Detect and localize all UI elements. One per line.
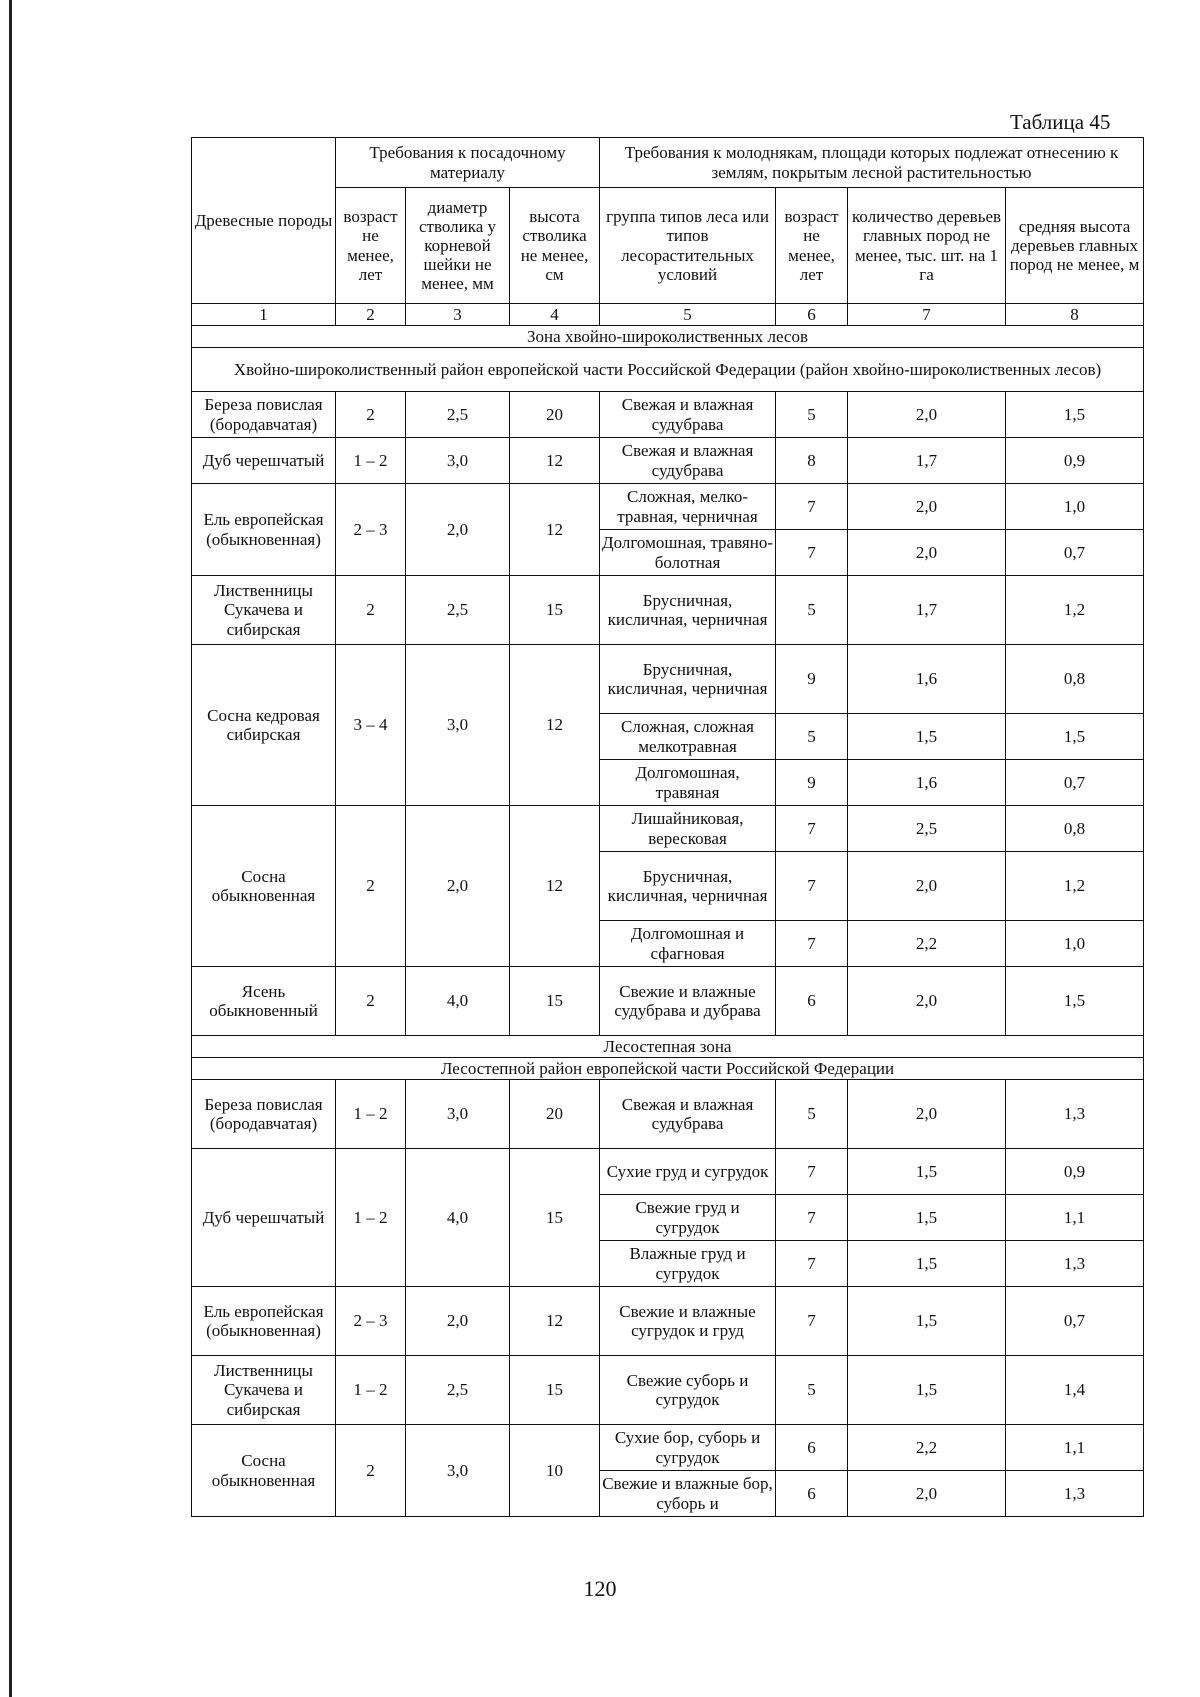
planting-age-cell: 1 – 2 (336, 438, 406, 484)
tree-count-cell: 2,2 (848, 1425, 1006, 1471)
forest-type-cell: Сложная, мелко-травная, черничная (600, 484, 776, 530)
forest-type-cell: Свежие и влажные бор, суборь и (600, 1471, 776, 1517)
height-cell: 12 (510, 1287, 600, 1356)
young-age-cell: 8 (776, 438, 848, 484)
height-cell: 20 (510, 392, 600, 438)
young-age-cell: 7 (776, 852, 848, 921)
table-row (192, 1425, 1144, 1471)
header-forest-type: группа типов леса или типов лесорастительных условий (600, 188, 776, 304)
requirements-table (191, 137, 1144, 1517)
young-age-cell: 7 (776, 806, 848, 852)
species-cell: Ель европейская (обыкновенная) (192, 484, 336, 576)
header-count: количество деревьев главных пород не менее, тыс. шт. на 1 га (848, 188, 1006, 304)
tree-count-cell: 1,5 (848, 714, 1006, 760)
young-age-cell: 5 (776, 714, 848, 760)
avg-height-cell: 1,5 (1006, 392, 1144, 438)
column-number: 3 (406, 304, 510, 326)
height-cell: 10 (510, 1425, 600, 1517)
height-cell: 12 (510, 484, 600, 576)
young-age-cell: 5 (776, 392, 848, 438)
tree-count-cell: 1,5 (848, 1287, 1006, 1356)
forest-type-cell: Влажные груд и сугрудок (600, 1241, 776, 1287)
forest-type-cell: Брусничная, кисличная, черничная (600, 852, 776, 921)
avg-height-cell: 0,8 (1006, 806, 1144, 852)
tree-count-cell: 2,0 (848, 392, 1006, 438)
avg-height-cell: 0,9 (1006, 438, 1144, 484)
table-row (192, 645, 1144, 714)
species-cell: Ель европейская (обыкновенная) (192, 1287, 336, 1356)
table-row (192, 1149, 1144, 1195)
species-cell: Лиственницы Сукачева и сибирская (192, 1356, 336, 1425)
tree-count-cell: 1,5 (848, 1356, 1006, 1425)
diameter-cell: 4,0 (406, 1149, 510, 1287)
tree-count-cell: 2,0 (848, 852, 1006, 921)
tree-count-cell: 1,5 (848, 1241, 1006, 1287)
tree-count-cell: 2,0 (848, 484, 1006, 530)
avg-height-cell: 1,3 (1006, 1080, 1144, 1149)
young-age-cell: 6 (776, 1425, 848, 1471)
header-age-young: возраст не менее, лет (776, 188, 848, 304)
young-age-cell: 9 (776, 645, 848, 714)
forest-type-cell: Свежая и влажная судубрава (600, 438, 776, 484)
diameter-cell: 2,5 (406, 392, 510, 438)
tree-count-cell: 2,0 (848, 530, 1006, 576)
planting-age-cell: 2 (336, 806, 406, 967)
table-row (192, 438, 1144, 484)
avg-height-cell: 1,5 (1006, 967, 1144, 1036)
avg-height-cell: 1,2 (1006, 576, 1144, 645)
height-cell: 12 (510, 806, 600, 967)
young-age-cell: 7 (776, 1195, 848, 1241)
species-cell: Береза повислая (бородавчатая) (192, 392, 336, 438)
tree-count-cell: 1,5 (848, 1149, 1006, 1195)
height-cell: 15 (510, 967, 600, 1036)
forest-type-cell: Долгомошная, травяно-болотная (600, 530, 776, 576)
table-row (192, 484, 1144, 530)
planting-age-cell: 2 (336, 392, 406, 438)
young-age-cell: 7 (776, 1287, 848, 1356)
column-number: 5 (600, 304, 776, 326)
avg-height-cell: 1,1 (1006, 1425, 1144, 1471)
table-caption: Таблица 45 (1010, 110, 1111, 134)
planting-age-cell: 1 – 2 (336, 1356, 406, 1425)
species-cell: Сосна обыкновенная (192, 806, 336, 967)
avg-height-cell: 0,9 (1006, 1149, 1144, 1195)
header-diameter: диаметр стволика у корневой шейки не менее, мм (406, 188, 510, 304)
diameter-cell: 2,5 (406, 576, 510, 645)
zone-title: Зона хвойно-широколиственных лесов (192, 326, 1144, 348)
column-number: 8 (1006, 304, 1144, 326)
table-row (192, 1356, 1144, 1425)
header-avg-height: средняя высота деревьев главных пород не менее, м (1006, 188, 1144, 304)
height-cell: 12 (510, 438, 600, 484)
column-numbers-row (192, 304, 1144, 326)
diameter-cell: 2,0 (406, 1287, 510, 1356)
table-row (192, 1287, 1144, 1356)
diameter-cell: 3,0 (406, 438, 510, 484)
tree-count-cell: 2,0 (848, 1471, 1006, 1517)
avg-height-cell: 0,7 (1006, 530, 1144, 576)
header-species: Древесные породы (192, 138, 336, 304)
forest-type-cell: Долгомошная и сфагновая (600, 921, 776, 967)
tree-count-cell: 2,0 (848, 967, 1006, 1036)
young-age-cell: 6 (776, 1471, 848, 1517)
forest-type-cell: Свежая и влажная судубрава (600, 392, 776, 438)
column-number: 6 (776, 304, 848, 326)
header-height: высота стволика не менее, см (510, 188, 600, 304)
height-cell: 15 (510, 1149, 600, 1287)
planting-age-cell: 2 (336, 1425, 406, 1517)
forest-type-cell: Брусничная, кисличная, черничная (600, 645, 776, 714)
species-cell: Лиственницы Сукачева и сибирская (192, 576, 336, 645)
table-row (192, 967, 1144, 1036)
tree-count-cell: 1,7 (848, 576, 1006, 645)
avg-height-cell: 1,0 (1006, 921, 1144, 967)
young-age-cell: 5 (776, 1356, 848, 1425)
header-young-group: Требования к молоднякам, площади которых подлежат отнесению к землям, покрытым лесной растительностью (600, 138, 1144, 188)
avg-height-cell: 0,8 (1006, 645, 1144, 714)
forest-type-cell: Сухие груд и сугрудок (600, 1149, 776, 1195)
page-number: 120 (583, 1576, 617, 1601)
planting-age-cell: 2 – 3 (336, 1287, 406, 1356)
avg-height-cell: 1,5 (1006, 714, 1144, 760)
tree-count-cell: 2,2 (848, 921, 1006, 967)
diameter-cell: 2,0 (406, 806, 510, 967)
planting-age-cell: 2 (336, 967, 406, 1036)
avg-height-cell: 0,7 (1006, 760, 1144, 806)
avg-height-cell: 1,3 (1006, 1471, 1144, 1517)
young-age-cell: 6 (776, 967, 848, 1036)
avg-height-cell: 1,3 (1006, 1241, 1144, 1287)
table-row (192, 806, 1144, 852)
column-number: 7 (848, 304, 1006, 326)
diameter-cell: 4,0 (406, 967, 510, 1036)
forest-type-cell: Брусничная, кисличная, черничная (600, 576, 776, 645)
planting-age-cell: 2 – 3 (336, 484, 406, 576)
column-number: 1 (192, 304, 336, 326)
header-age-planting: возраст не менее, лет (336, 188, 406, 304)
young-age-cell: 7 (776, 484, 848, 530)
avg-height-cell: 1,4 (1006, 1356, 1144, 1425)
diameter-cell: 2,0 (406, 484, 510, 576)
species-cell: Дуб черешчатый (192, 1149, 336, 1287)
forest-type-cell: Свежие и влажные судубрава и дубрава (600, 967, 776, 1036)
region-title: Хвойно-широколиственный район европейской части Российской Федерации (район хвойно-широколиственных лесов) (192, 348, 1144, 392)
table-row (192, 392, 1144, 438)
planting-age-cell: 2 (336, 576, 406, 645)
avg-height-cell: 1,0 (1006, 484, 1144, 530)
forest-type-cell: Свежие груд и сугрудок (600, 1195, 776, 1241)
planting-age-cell: 1 – 2 (336, 1080, 406, 1149)
column-number: 4 (510, 304, 600, 326)
diameter-cell: 3,0 (406, 1080, 510, 1149)
header-planting-group: Требования к посадочному материалу (336, 138, 600, 188)
height-cell: 12 (510, 645, 600, 806)
young-age-cell: 9 (776, 760, 848, 806)
forest-type-cell: Сухие бор, суборь и сугрудок (600, 1425, 776, 1471)
tree-count-cell: 1,6 (848, 645, 1006, 714)
forest-type-cell: Сложная, сложная мелкотравная (600, 714, 776, 760)
forest-type-cell: Свежая и влажная судубрава (600, 1080, 776, 1149)
tree-count-cell: 1,6 (848, 760, 1006, 806)
avg-height-cell: 1,1 (1006, 1195, 1144, 1241)
forest-type-cell: Долгомошная, травяная (600, 760, 776, 806)
tree-count-cell: 1,7 (848, 438, 1006, 484)
table-row (192, 1080, 1144, 1149)
young-age-cell: 7 (776, 530, 848, 576)
species-cell: Дуб черешчатый (192, 438, 336, 484)
avg-height-cell: 1,2 (1006, 852, 1144, 921)
column-number: 2 (336, 304, 406, 326)
diameter-cell: 2,5 (406, 1356, 510, 1425)
tree-count-cell: 1,5 (848, 1195, 1006, 1241)
forest-type-cell: Лишайниковая, вересковая (600, 806, 776, 852)
avg-height-cell: 0,7 (1006, 1287, 1144, 1356)
tree-count-cell: 2,5 (848, 806, 1006, 852)
height-cell: 20 (510, 1080, 600, 1149)
tree-count-cell: 2,0 (848, 1080, 1006, 1149)
forest-type-cell: Свежие и влажные сугрудок и груд (600, 1287, 776, 1356)
diameter-cell: 3,0 (406, 645, 510, 806)
species-cell: Сосна кедровая сибирская (192, 645, 336, 806)
planting-age-cell: 1 – 2 (336, 1149, 406, 1287)
table-row (192, 576, 1144, 645)
young-age-cell: 7 (776, 921, 848, 967)
binding-edge (9, 0, 12, 1697)
young-age-cell: 7 (776, 1241, 848, 1287)
height-cell: 15 (510, 1356, 600, 1425)
region-title: Лесостепной район европейской части Российской Федерации (192, 1058, 1144, 1080)
species-cell: Сосна обыкновенная (192, 1425, 336, 1517)
forest-type-cell: Свежие суборь и сугрудок (600, 1356, 776, 1425)
height-cell: 15 (510, 576, 600, 645)
species-cell: Береза повислая (бородавчатая) (192, 1080, 336, 1149)
diameter-cell: 3,0 (406, 1425, 510, 1517)
young-age-cell: 5 (776, 1080, 848, 1149)
planting-age-cell: 3 – 4 (336, 645, 406, 806)
young-age-cell: 5 (776, 576, 848, 645)
zone-title: Лесостепная зона (192, 1036, 1144, 1058)
species-cell: Ясень обыкновенный (192, 967, 336, 1036)
young-age-cell: 7 (776, 1149, 848, 1195)
